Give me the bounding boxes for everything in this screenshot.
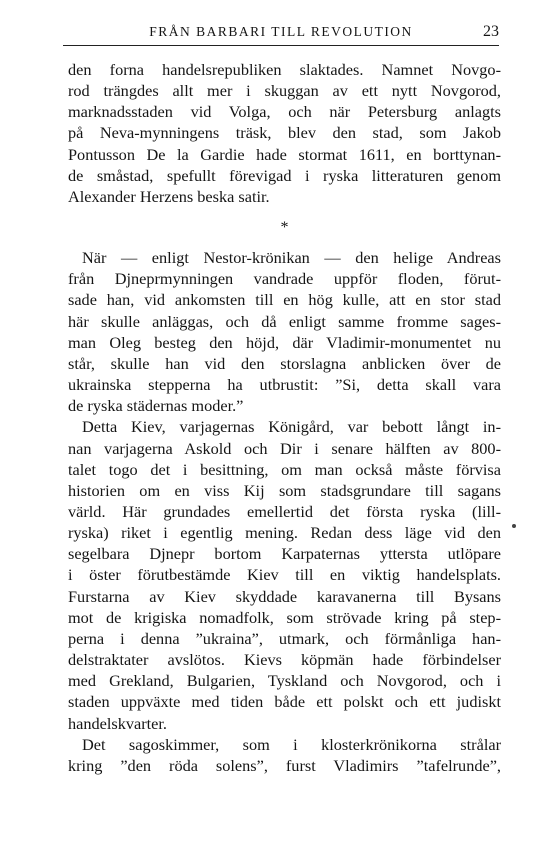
- body-text: [68, 59, 501, 776]
- text-line: talet togo det i besittning, om man också måste förvisa: [68, 459, 501, 479]
- text-line: ryska) riket i egentlig mening. Redan dess läge vid den: [68, 523, 501, 543]
- text-line: Alexander Herzens beska satir.: [68, 186, 270, 206]
- margin-mark: [512, 524, 516, 528]
- text-line: historien om en viss Kij som stadsgrundare till sagans: [68, 480, 501, 500]
- text-line: staden uppväxte med tiden både ett polskt och ett judiskt: [68, 692, 501, 712]
- section-separator: *: [280, 219, 289, 237]
- text-line: kring ”den röda solens”, furst Vladimirs ”tafelrunde”,: [68, 755, 501, 775]
- text-line: här skulle anläggas, och då enligt samme fromme sages-: [68, 311, 501, 331]
- running-head: [63, 22, 499, 46]
- text-line: När — enligt Nestor-krönikan — den helige Andreas: [82, 248, 501, 268]
- text-line: värld. Här grundades emellertid det första ryska (lill-: [68, 501, 501, 521]
- text-line: med Grekland, Bulgarien, Tyskland och Novgorod, och i: [68, 671, 501, 691]
- text-line: den forna handelsrepubliken slaktades. Namnet Novgo-: [68, 60, 501, 79]
- paragraph-3: [68, 416, 501, 733]
- text-line: Pontusson De la Gardie hade stormat 1611, en borttynan-: [68, 144, 501, 164]
- text-line: står, skulle han vid den storslagna anblicken över de: [68, 353, 501, 373]
- paragraph-4: [68, 734, 501, 776]
- text-line: mot de krigiska nomadfolk, som strövade kring på step-: [68, 607, 501, 627]
- text-line: Det sagoskimmer, som i klosterkrönikorna strålar: [82, 734, 501, 754]
- text-line: perna i denna ”ukraina”, utmark, och förmånliga han-: [68, 628, 501, 648]
- text-line: segelbara Djnepr bortom Karpaternas yttersta utlöpare: [68, 544, 501, 564]
- text-line: de ryska städernas moder.”: [68, 396, 244, 416]
- text-line: ukrainska stepperna ha utbrustit: ”Si, detta skall vara: [68, 375, 501, 395]
- header-rule: [63, 45, 499, 46]
- text-line: i öster förutbestämde Kiev till en viktig handelsplats.: [68, 565, 501, 585]
- paragraph-1: [68, 59, 501, 207]
- text-line: marknadsstaden vid Volga, och när Petersburg anlagts: [68, 102, 501, 122]
- paragraph-2: [68, 247, 501, 416]
- text-line: Detta Kiev, varjagernas Königård, var bebott långt in-: [82, 417, 501, 437]
- text-line: rod trängdes allt mer i skuggan av ett nytt Novgorod,: [68, 81, 501, 101]
- text-line: man Oleg besteg den höjd, där Vladimir-monumentet nu: [68, 332, 501, 352]
- text-line: sade han, vid ankomsten till en hög kulle, att en stor stad: [68, 290, 501, 310]
- text-line: Furstarna av Kiev skyddade karavanerna till Bysans: [68, 586, 501, 606]
- text-line: nan varjagerna Askold och Dir i senare hälften av 800-: [68, 438, 501, 458]
- text-line: på Neva-mynningens träsk, blev den stad, som Jakob: [68, 123, 501, 143]
- text-line: de småstad, spefullt förevigad i ryska litteraturen genom: [68, 165, 501, 185]
- text-line: från Djneprmynningen vandrade uppför floden, förut-: [68, 269, 501, 289]
- text-line: handelskvarter.: [68, 713, 168, 733]
- text-line: delstraktater avslötos. Kievs köpmän hade förbindelser: [68, 650, 501, 670]
- running-title: FRÅN BARBARI TILL REVOLUTION: [149, 24, 413, 39]
- page-number: 23: [483, 23, 499, 40]
